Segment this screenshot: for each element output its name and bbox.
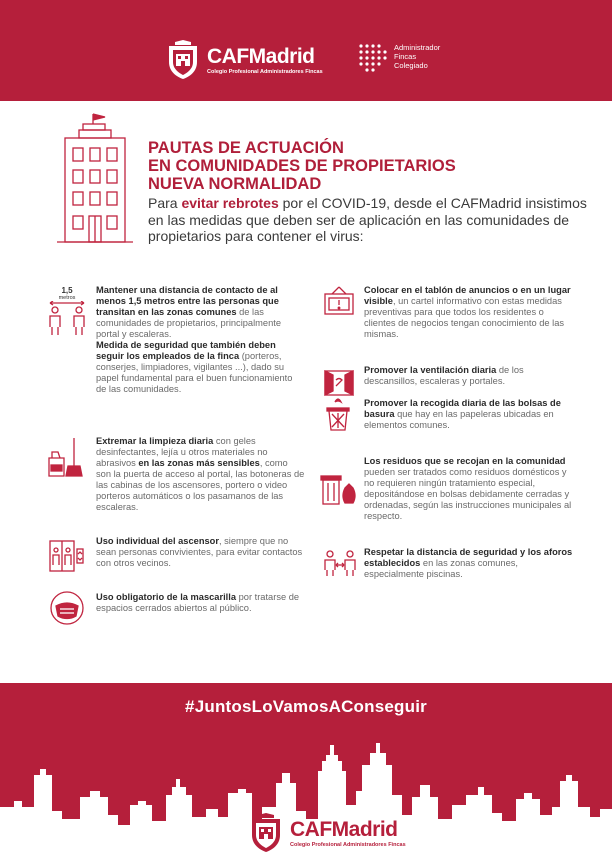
title-line-2: EN COMUNIDADES DE PROPIETARIOS <box>148 157 456 175</box>
measure-distance-bold: Mantener una distancia de contacto de al menos 1,5 metros entre las personas que transitan en las zonas comunes <box>96 285 279 317</box>
brand-subtitle: Colegio Profesional Administradores Fincas <box>207 68 323 75</box>
brand-name: CAFMadrid <box>207 44 315 68</box>
measure-notice-text: , un cartel informativo con estas medidas preventivas para que todos los residentes o clientes de negocios tengan conocimiento de las mismas. <box>364 296 565 339</box>
measure-ventilation-text: de los descansillos, escaleras y portales. <box>364 365 524 386</box>
measure-elevator <box>96 536 305 569</box>
measure-mask-bold: Uso obligatorio de la mascarilla <box>96 592 237 602</box>
measure-trash-bold: Promover la recogida diaria de las bolsas de basura <box>364 398 561 419</box>
measure-elevator-text: , siempre que no sean personas convivientes, para evitar contactos con otros vecinos. <box>96 536 303 568</box>
title-line-3: NUEVA NORMALIDAD <box>148 175 322 193</box>
measure-trash-text: que hay en las papeleras ubicadas en elementos comunes. <box>364 409 554 430</box>
bottom-banner <box>0 683 612 867</box>
intro-bold: evitar rebrotes <box>181 195 279 211</box>
measure-distance <box>96 285 305 395</box>
measure-waste-bold: Los residuos que se recojan en la comunidad <box>364 456 566 466</box>
measure-notice <box>364 285 574 340</box>
mask-icon <box>48 590 86 626</box>
partner-line-2: Fincas <box>394 52 417 61</box>
garbage-bags-icon <box>318 470 358 506</box>
measure-staff-bold: Medida de seguridad que también deben seguir los empleados de la finca <box>96 340 276 361</box>
measure-waste-text: pueden ser tratados como residuos domésticos y no requieren ningún tratamiento especial, depositándose en bolsas debidamente cerradas y ordenadas, según las instrucciones municipales al respecto. <box>364 467 572 521</box>
measure-staff-text: (porteros, conserjes, limpiadores, vigilantes ...), dado su papel fundamental para el buen funcionamiento de las comunidades. <box>96 351 293 394</box>
measure-mask-text: por tratarse de espacios cerrados abiertos al público. <box>96 592 300 613</box>
intro-paragraph <box>148 195 588 245</box>
notice-board-icon <box>322 286 356 318</box>
measure-cleaning <box>96 436 305 513</box>
partner-line-1: Administrador <box>394 43 441 52</box>
footer-crest-icon <box>248 813 284 853</box>
dots-grid-icon <box>357 42 389 74</box>
window-icon <box>322 368 356 398</box>
measure-ventilation-bold: Promover la ventilación diaria <box>364 365 497 375</box>
hashtag: #JuntosLoVamosAConseguir <box>185 697 427 716</box>
crest-icon <box>165 40 201 80</box>
partner-line-3: Colegiado <box>394 61 428 70</box>
top-banner <box>0 0 612 101</box>
footer-brand-subtitle: Colegio Profesional Administradores Fincas <box>290 841 406 848</box>
trash-bin-icon <box>324 396 352 432</box>
measure-trash <box>364 398 574 431</box>
measure-notice-bold: Colocar en el tablón de anuncios o en un lugar visible <box>364 285 571 306</box>
measure-capacity-bold: Respetar la distancia de seguridad y los aforos establecidos <box>364 547 573 568</box>
title-line-1: PAUTAS DE ACTUACIÓN <box>148 139 344 157</box>
measure-mask <box>96 592 305 614</box>
distance-label-bottom: metros <box>58 295 76 301</box>
cafmadrid-logo <box>165 40 323 80</box>
footer-brand-name: CAFMadrid <box>290 817 398 841</box>
footer-logo <box>248 813 406 853</box>
measure-elevator-bold: Uso individual del ascensor <box>96 536 219 546</box>
capacity-icon <box>320 548 360 578</box>
elevator-icon <box>48 537 86 573</box>
measure-waste <box>364 456 574 522</box>
intro-post: por el COVID-19, desde el CAFMadrid insistimos en las medidas que deben ser de aplicación en las comunidades de propietarios para contener el virus: <box>148 195 587 244</box>
cleaning-icon <box>46 436 88 478</box>
intro-pre: Para <box>148 195 182 211</box>
measure-cleaning-text: con geles desinfectantes, lejía u otros materiales no abrasivos <box>96 436 268 468</box>
measure-ventilation <box>364 365 574 387</box>
measure-cleaning-bold-2: en las zonas más sensibles <box>138 458 260 468</box>
measure-distance-text: de las comunidades de propietarios, principalmente portal y escaleras. <box>96 307 282 339</box>
measure-cleaning-bold: Extremar la limpieza diaria <box>96 436 214 446</box>
measure-capacity <box>364 547 574 580</box>
page-title <box>148 139 588 193</box>
measure-cleaning-text-2: , como son la puerta de acceso al portal, las botoneras de las cabinas de los ascensores, portero o video porteros automáticos o los pasamanos de las escaleras. <box>96 458 305 512</box>
partner-logo <box>357 42 440 74</box>
measure-capacity-text: en las zonas comunes, especialmente piscinas. <box>364 558 518 579</box>
distance-icon <box>44 286 90 338</box>
distance-label-top: 1,5 <box>61 286 73 295</box>
building-icon <box>53 112 137 248</box>
